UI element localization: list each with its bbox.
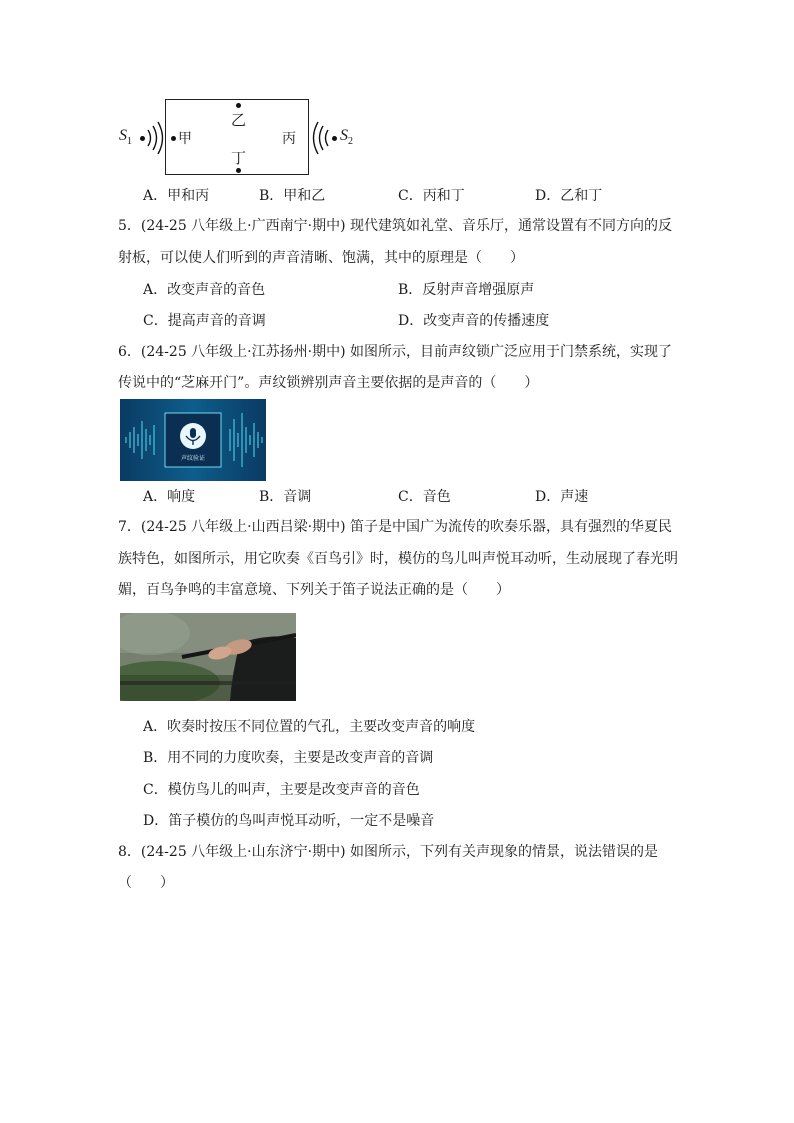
source-s2-label: $S_2$ [340,127,353,148]
q4-option-d[interactable]: D．乙和丁 [535,188,603,204]
q8-stem-line2: （ ） [118,875,174,891]
flute-player-image [120,613,296,701]
q8-stem-line1: 8．(24-25 八年级上·山东济宁·期中) 如图所示，下列有关声现象的情景，说法错误的是 [118,844,658,860]
q4-option-c[interactable]: C．丙和丁 [398,188,465,204]
point-jia-dot [171,136,176,141]
q5-stem-line2: 射板，可以使人们听到的声音清晰、饱满，其中的原理是（ ） [118,250,524,266]
q6-stem-line1: 6．(24-25 八年级上·江苏扬州·期中) 如图所示，目前声纹锁广泛应用于门禁系统，实现了 [118,344,672,360]
source-s2-dot [332,136,337,141]
voiceprint-lock-image [120,399,266,481]
q7-option-c[interactable]: C．模仿鸟儿的叫声，主要是改变声音的音色 [143,782,420,798]
sound-wave-right-icon [308,118,332,158]
q7-option-b[interactable]: B．用不同的力度吹奏，主要是改变声音的音调 [143,750,434,766]
point-jia-label: 甲 [178,131,192,147]
q7-stem-line1: 7．(24-25 八年级上·山西吕梁·期中) 笛子是中国广为流传的吹奏乐器，具有强烈的华夏民 [118,519,672,535]
q6-stem-line2: 传说中的“芝麻开门”。声纹锁辨别声音主要依据的是声音的（ ） [118,375,539,391]
q5-stem-line1: 5．(24-25 八年级上·广西南宁·期中) 现代建筑如礼堂、音乐厅，通常设置有不同方向的反 [118,218,672,234]
q6-option-b[interactable]: B．音调 [259,489,312,505]
point-ding-dot [236,168,241,173]
q7-stem-line3: 媚，百鸟争鸣的丰富意境、下列关于笛子说法正确的是（ ） [118,582,510,598]
point-ding-label: 丁 [231,149,247,167]
q5-option-d[interactable]: D．改变声音的传播速度 [398,313,550,329]
q6-option-c[interactable]: C．音色 [398,489,451,505]
sound-source-figure [115,96,365,178]
voiceprint-image-caption: 声纹验证 [180,455,205,462]
q7-stem-line2: 族特色，如图所示，用它吹奏《百鸟引》时，模仿的鸟儿叫声悦耳动听，生动展现了春光明 [118,551,678,567]
point-yi-dot [236,103,241,108]
q5-option-c[interactable]: C．提高声音的音调 [143,313,266,329]
sound-wave-left-icon [144,118,168,158]
point-yi-label: 乙 [231,111,247,129]
q5-option-b[interactable]: B．反射声音增强原声 [398,282,535,298]
q4-option-b[interactable]: B．甲和乙 [259,188,326,204]
q7-option-a[interactable]: A．吹奏时按压不同位置的气孔，主要改变声音的响度 [143,719,476,735]
q6-option-a[interactable]: A．响度 [143,489,196,505]
q7-option-d[interactable]: D．笛子模仿的鸟叫声悦耳动听，一定不是噪音 [143,813,435,829]
q4-option-a[interactable]: A．甲和丙 [143,188,210,204]
q5-option-a[interactable]: A．改变声音的音色 [143,282,266,298]
point-bing-label: 丙 [282,131,296,147]
source-s1-label: $S_1$ [119,127,132,148]
q6-option-d[interactable]: D．声速 [535,489,589,505]
